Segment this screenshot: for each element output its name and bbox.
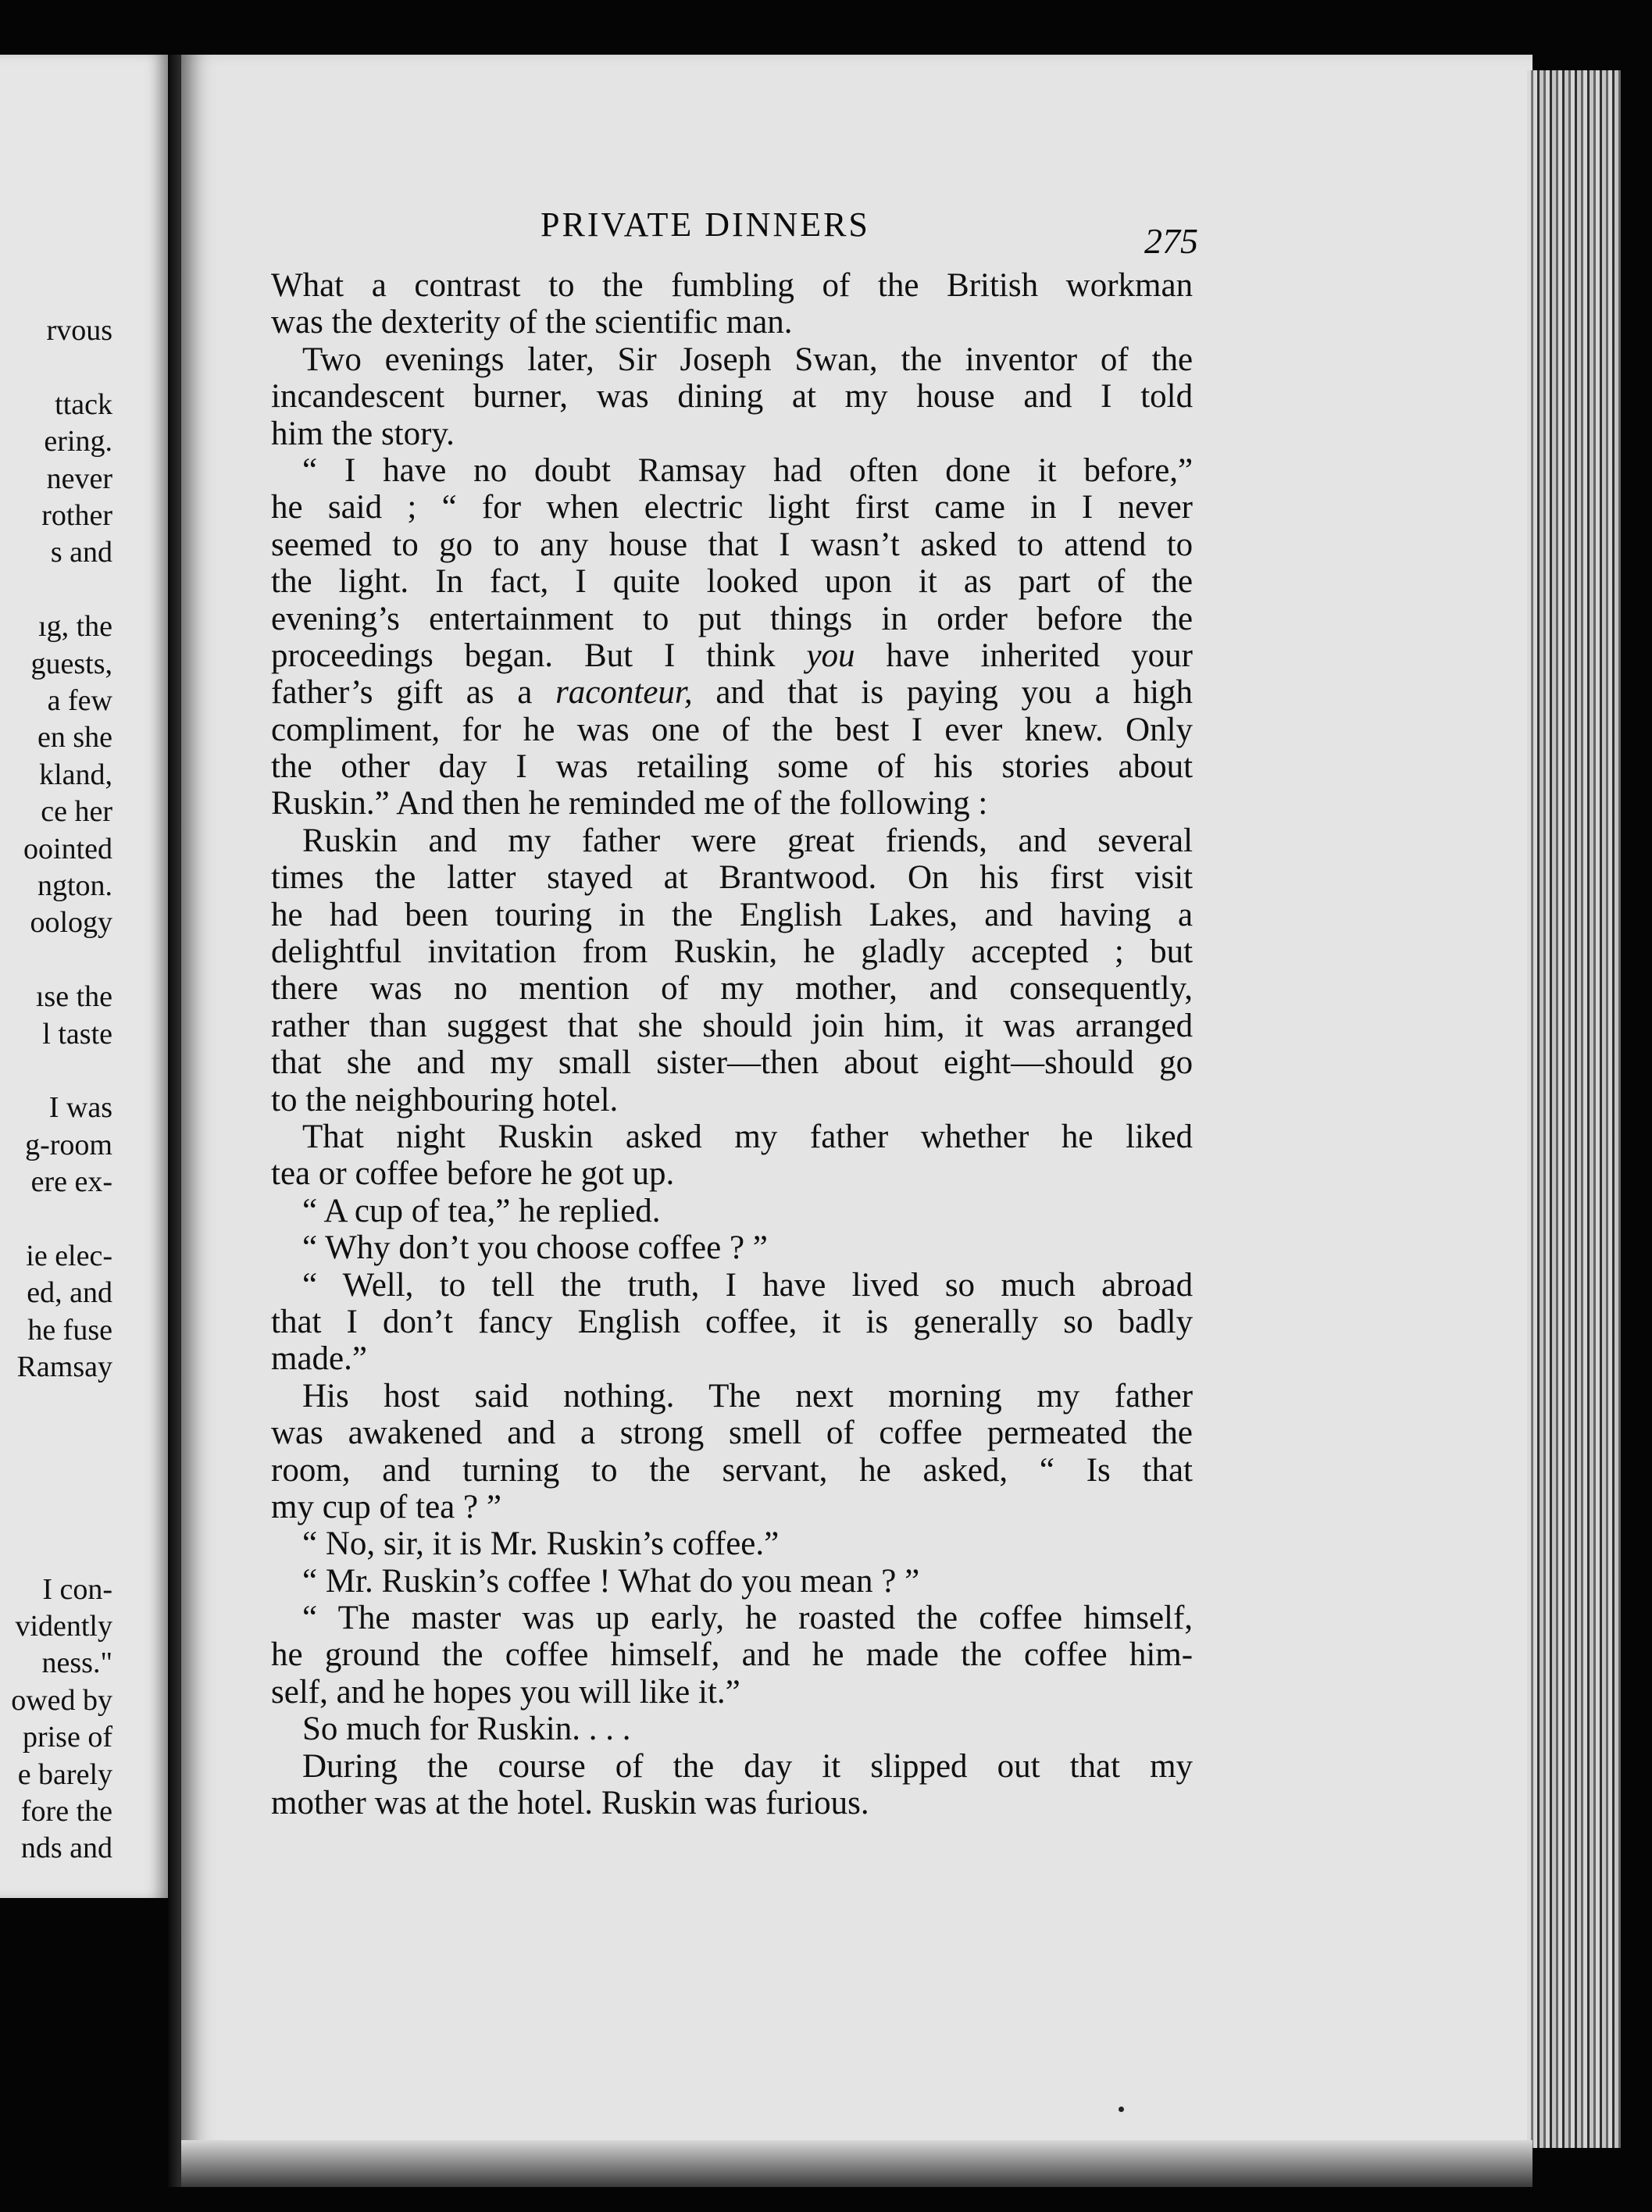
text-line: compliment, for he was one of the best I ever knew. Only [271,711,1193,748]
text-line: the light. In fact, I quite looked upon it as part of the [271,563,1193,601]
text-line: to the neighbouring hotel. [271,1081,619,1118]
text-line: that I don’t fancy English coffee, it is generally so badly [271,1303,1193,1340]
left-page-line: ıg, the [38,610,112,644]
text-line: he said ; “ for when electric light first came in I never [271,489,1193,526]
left-page-line: g-room [25,1128,112,1161]
text-line: Two evenings later, Sir Joseph Swan, the inventor of the [302,341,1193,378]
text-line: was the dexterity of the scientific man. [271,304,793,341]
page-number: 275 [1144,221,1198,261]
left-page-line: ering. [44,425,112,458]
text-line: Ruskin and my father were great friends, and several [302,822,1193,859]
running-head: PRIVATE DINNERS [541,205,870,244]
text-line: the other day I was retailing some of his stories about [271,748,1193,786]
text-line: Ruskin.” And then he reminded me of the following : [271,785,988,822]
text-line: “ A cup of tea,” he replied. [302,1192,661,1229]
text-line: seemed to go to any house that I wasn’t asked to attend to [271,526,1193,563]
text-line: That night Ruskin asked my father whether he liked [302,1118,1193,1155]
left-page-line: a few [47,684,112,717]
left-page-line: en she [37,721,112,755]
text-line: “ Well, to tell the truth, I have lived so much abroad [302,1266,1193,1304]
page-bottom-shadow [181,2140,1532,2187]
text-line: times the latter stayed at Brantwood. On his first visit [271,859,1193,897]
left-page-line: ıse the [35,980,112,1014]
text-line: he ground the coffee himself, and he made the coffee him- [271,1636,1193,1674]
left-page-edge [0,55,168,1898]
text-line: delightful invitation from Ruskin, he gladly accepted ; but [271,933,1193,971]
text-line: incandescent burner, was dining at my house and I told [271,378,1193,416]
text-line: self, and he hopes you will like it.” [271,1673,740,1711]
text-line: him the story. [271,415,455,452]
text-line: “ No, sir, it is Mr. Ruskin’s coffee.” [302,1525,780,1563]
text-line: So much for Ruskin. . . . [302,1711,631,1748]
text-line: evening’s entertainment to put things in order before the [271,600,1193,637]
left-page-line: owed by [11,1683,112,1717]
left-page-line: ngton. [37,869,112,902]
text-line: What a contrast to the fumbling of the British workman [271,267,1193,304]
left-page-line: kland, [39,758,112,791]
left-page-line: oointed [23,832,112,865]
left-page-line: s and [50,536,112,569]
left-page-line: vidently [15,1610,112,1643]
left-page-line: guests, [30,647,112,680]
left-page-line: oology [30,906,112,940]
text-line: “ I have no doubt Ramsay had often done it before,” [302,451,1193,489]
text-line: was awakened and a strong smell of coffee permeated the [271,1415,1193,1452]
left-page-line: he fuse [27,1313,112,1347]
left-page-line: I was [48,1091,112,1125]
left-page-line: prise of [22,1721,112,1754]
text-line: he had been touring in the English Lakes, and having a [271,896,1193,933]
text-line: that she and my small sister—then about eight—should go [271,1044,1193,1082]
left-page-line: ed, and [27,1276,112,1310]
text-line: “ Why don’t you choose coffee ? ” [302,1229,768,1267]
text-line: During the course of the day it slipped out that my [302,1747,1193,1785]
left-page-line: never [46,462,112,495]
text-line: father’s gift as a raconteur, and that is paying you a high [271,674,1193,712]
left-page-line: ere ex- [30,1165,112,1199]
left-page-line: ness." [41,1647,112,1680]
text-line: my cup of tea ? ” [271,1488,501,1525]
left-page-line: Ramsay [16,1350,112,1384]
text-line: room, and turning to the servant, he asked, “ Is that [271,1451,1193,1489]
left-page-line: e barely [17,1757,112,1791]
left-page-line: ce her [41,795,112,829]
paper-speck [1119,2107,1124,2112]
left-page-line: ie elec- [26,1240,112,1272]
text-line: made.” [271,1340,367,1378]
text-line: “ Mr. Ruskin’s coffee ! What do you mean ? ” [302,1562,920,1600]
page-edges [1527,70,1621,2148]
text-line: His host said nothing. The next morning my father [302,1377,1193,1415]
text-line: tea or coffee before he got up. [271,1155,675,1193]
left-page-line: l taste [42,1017,112,1051]
text-line: mother was at the hotel. Ruskin was furious. [271,1785,869,1822]
text-line: rather than suggest that she should join him, it was arranged [271,1007,1193,1044]
text-line: there was no mention of my mother, and consequently, [271,970,1193,1008]
left-page-line: rvous [46,314,112,347]
text-line: proceedings began. But I think you have inherited your [271,637,1193,674]
text-line: “ The master was up early, he roasted the coffee himself, [302,1600,1193,1637]
left-page-line: fore the [20,1795,112,1828]
left-page-line: ttack [55,387,112,421]
left-page-line: I con- [42,1572,112,1606]
left-page-line: rother [41,499,112,532]
left-page-line: nds and [20,1832,112,1865]
body-text [271,267,1193,1821]
